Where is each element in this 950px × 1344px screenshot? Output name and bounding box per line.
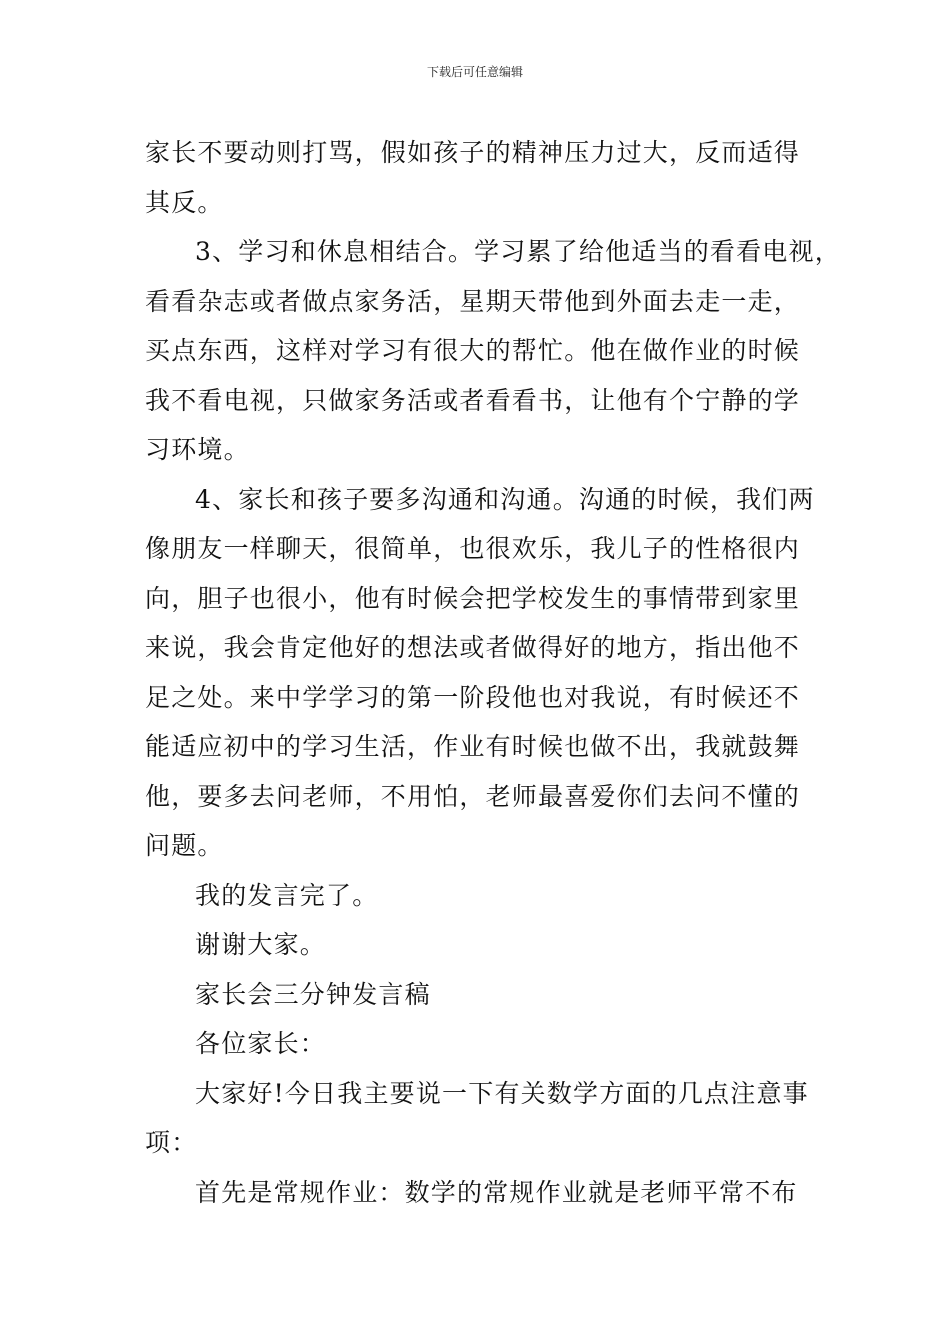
text-line: 谢谢大家。 xyxy=(195,930,327,959)
text-line: 买点东西，这样对学习有很大的帮忙。他在做作业的时候 xyxy=(145,336,801,365)
text-line: 各位家长： xyxy=(195,1029,327,1058)
text-line: 习环境。 xyxy=(145,435,250,464)
text-line: 家长会三分钟发言稿 xyxy=(195,979,431,1009)
text-line: 我不看电视，只做家务活或者看看书，让他有个宁静的学 xyxy=(145,385,801,415)
text-line: 像朋友一样聊天，很简单，也很欢乐，我儿子的性格很内 xyxy=(145,534,801,563)
text-line: 来说，我会肯定他好的想法或者做得好的地方，指出他不 xyxy=(145,633,801,662)
text-line: 3、学习和休息相结合。学习累了给他适当的看看电视， xyxy=(195,237,841,266)
text-line: 大家好!今日我主要说一下有关数学方面的几点注意事 xyxy=(195,1078,809,1108)
text-line: 首先是常规作业：数学的常规作业就是老师平常不布 xyxy=(195,1177,798,1207)
text-line: 问题。 xyxy=(145,831,224,860)
text-line: 4、家长和孩子要多沟通和沟通。沟通的时候，我们两 xyxy=(195,484,815,514)
text-line: 向，胆子也很小，他有时候会把学校发生的事情带到家里 xyxy=(145,583,801,613)
text-line: 他，要多去问老师，不用怕，老师最喜爱你们去问不懂的 xyxy=(145,781,801,811)
text-line: 我的发言完了。 xyxy=(195,880,379,910)
text-line: 项： xyxy=(145,1128,198,1157)
page-header: 下载后可任意编辑 xyxy=(426,65,523,79)
text-line: 足之处。来中学学习的第一阶段他也对我说，有时候还不 xyxy=(145,682,801,712)
text-line: 能适应初中的学习生活，作业有时候也做不出，我就鼓舞 xyxy=(145,732,801,761)
text-line: 其反。 xyxy=(145,187,224,217)
text-line: 看看杂志或者做点家务活，星期天带他到外面去走一走， xyxy=(145,286,801,316)
text-line: 家长不要动则打骂，假如孩子的精神压力过大，反而适得 xyxy=(145,138,801,167)
document-body xyxy=(145,128,841,1217)
